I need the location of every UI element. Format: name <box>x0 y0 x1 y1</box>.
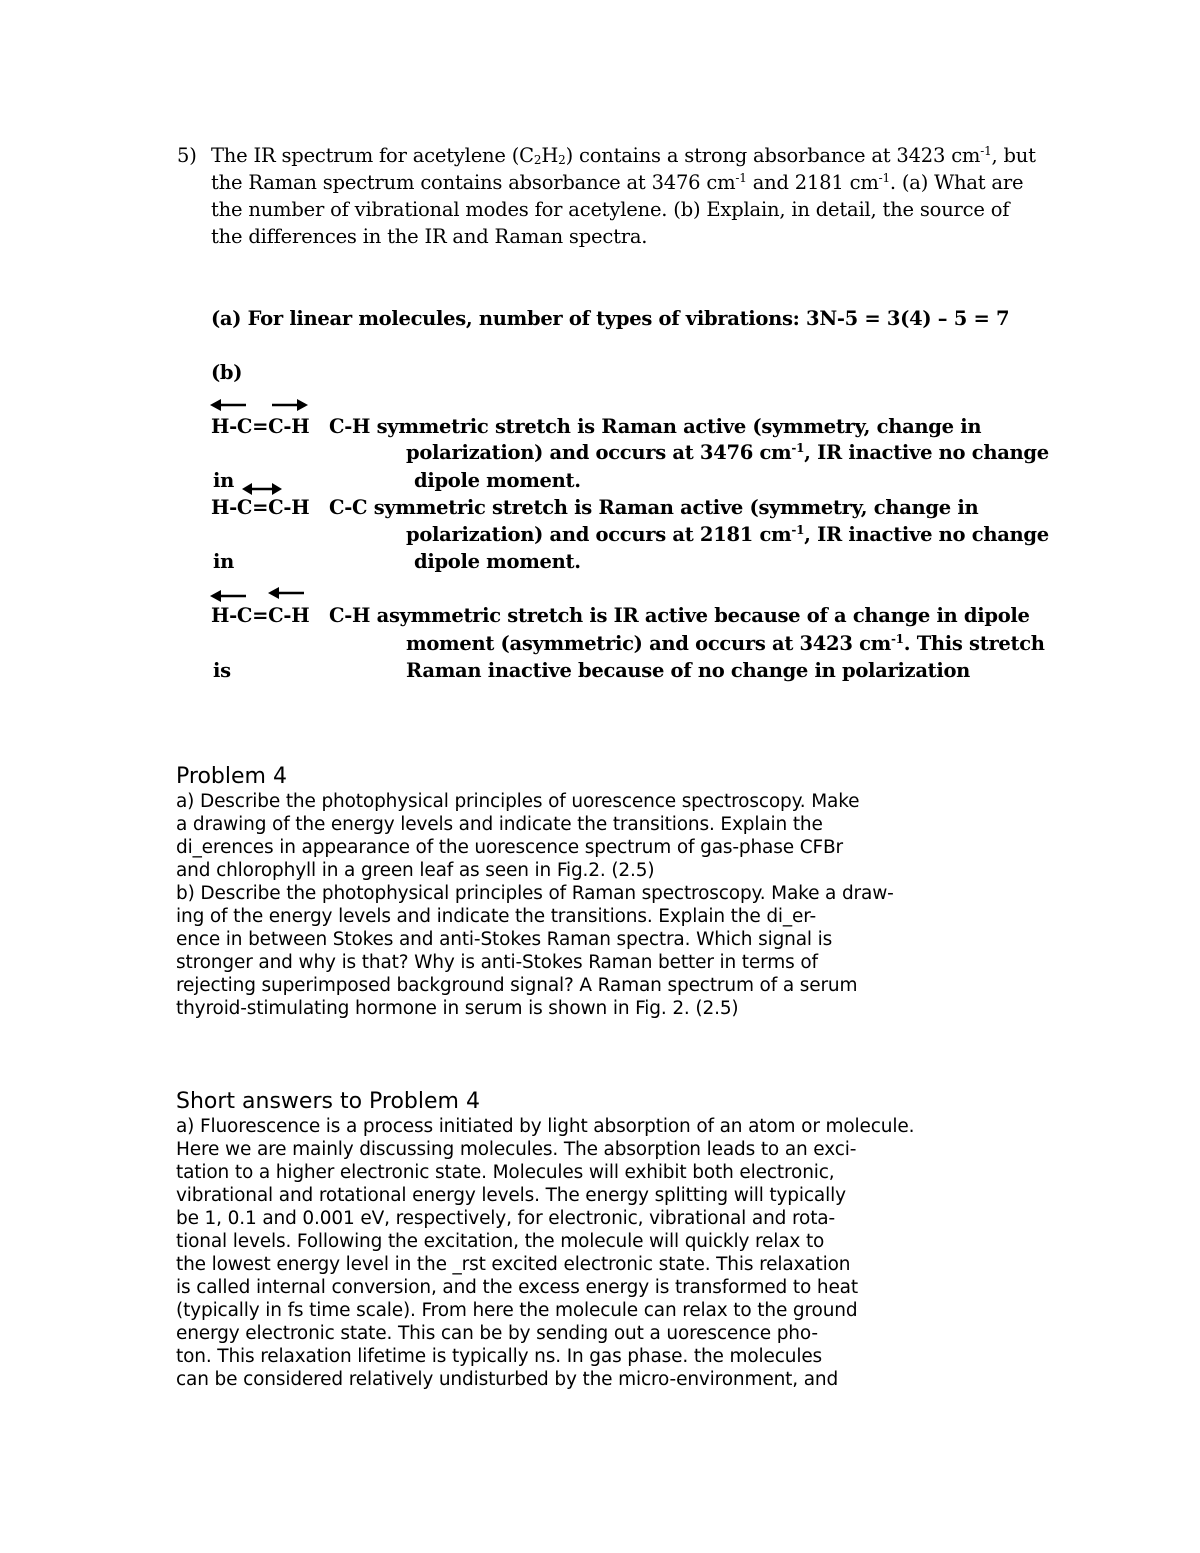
left-arrow-icon <box>210 398 246 412</box>
answer-a: (a) For linear molecules, number of types of vibrations: 3N-5 = 3(4) – 5 = 7 <box>211 307 1010 330</box>
short-answers-heading: Short answers to Problem 4 <box>176 1089 480 1114</box>
problem-4-line: b) Describe the photophysical principles of Raman spectroscopy. Make a draw- <box>176 883 894 904</box>
molecule-label: H-C=C-H <box>211 415 310 438</box>
problem-4-heading: Problem 4 <box>176 764 287 789</box>
short-answer-line: energy electronic state. This can be by sending out a uorescence pho- <box>176 1323 818 1344</box>
problem-4-line: ing of the energy levels and indicate the transitions. Explain the di_er- <box>176 906 817 927</box>
short-answer-line: (typically in fs time scale). From here the molecule can relax to the ground <box>176 1300 858 1321</box>
problem-4-line: a drawing of the energy levels and indicate the transitions. Explain the <box>176 814 823 835</box>
question-line-2: the Raman spectrum contains absorbance at 3476 $cm^{-1}$ and 2181 $cm^{-1}$. (a) What are <box>211 171 1024 194</box>
molecule-label: H-C=C-H <box>211 496 310 519</box>
short-answer-line: tation to a higher electronic state. Molecules will exhibit both electronic, <box>176 1162 835 1183</box>
mode-1-line-1: C-H symmetric stretch is Raman active (symmetry, change in <box>329 415 982 438</box>
mode-1-line-2: polarization) and occurs at 3476 $cm^{-1}$, IR inactive no change <box>406 441 1049 464</box>
mode-2-line-2: polarization) and occurs at 2181 $cm^{-1}$, IR inactive no change <box>406 523 1049 546</box>
question-number: 5) <box>177 144 197 167</box>
mode-2-line-1: C-C symmetric stretch is Raman active (symmetry, change in <box>329 496 979 519</box>
molecule-label: H-C=C-H <box>211 604 310 627</box>
question-line-1: The IR spectrum for acetylene $(C_2H_2)$ contains a strong absorbance at 3423 $cm^{-1}$, but <box>211 144 1036 167</box>
short-answer-line: tional levels. Following the excitation, the molecule will quickly relax to <box>176 1231 825 1252</box>
short-answer-line: the lowest energy level in the _rst excited electronic state. This relaxation <box>176 1254 851 1275</box>
left-arrow-icon <box>268 586 304 600</box>
problem-4-line: and chlorophyll in a green leaf as seen in Fig.2. (2.5) <box>176 860 655 881</box>
short-answer-line: Here we are mainly discussing molecules. The absorption leads to an exci- <box>176 1139 857 1160</box>
problem-4-line: a) Describe the photophysical principles of uorescence spectroscopy. Make <box>176 791 860 812</box>
short-answer-line: ton. This relaxation lifetime is typically ns. In gas phase. the molecules <box>176 1346 823 1367</box>
problem-4-line: ence in between Stokes and anti-Stokes Raman spectra. Which signal is <box>176 929 833 950</box>
problem-4-line: thyroid-stimulating hormone in serum is shown in Fig. 2. (2.5) <box>176 998 739 1019</box>
mode-3-line-2: moment (asymmetric) and occurs at 3423 $cm^{-1}$. This stretch <box>406 632 1045 655</box>
short-answer-line: be 1, 0.1 and 0.001 eV, respectively, for electronic, vibrational and rota- <box>176 1208 836 1229</box>
problem-4-line: di_erences in appearance of the uorescence spectrum of gas-phase CFBr <box>176 837 843 858</box>
short-answer-line: can be considered relatively undisturbed by the micro-environment, and <box>176 1369 839 1390</box>
double-arrow-icon <box>242 482 282 496</box>
left-arrow-icon <box>210 589 246 603</box>
question-line-3: the number of vibrational modes for acetylene. (b) Explain, in detail, the source of <box>211 198 1010 221</box>
mode-2-line-3: dipole moment. <box>414 550 581 573</box>
short-answer-line: is called internal conversion, and the excess energy is transformed to heat <box>176 1277 858 1298</box>
right-arrow-icon <box>272 398 308 412</box>
mode-2-line-3-left: in <box>213 550 234 573</box>
mode-3-line-1: C-H asymmetric stretch is IR active because of a change in dipole <box>329 604 1030 627</box>
short-answer-line: vibrational and rotational energy levels. The energy splitting will typically <box>176 1185 846 1206</box>
mode-3-line-3-left: is <box>213 659 231 682</box>
mode-3-line-3: Raman inactive because of no change in polarization <box>406 659 971 682</box>
mode-1-line-3: dipole moment. <box>414 469 581 492</box>
problem-4-line: stronger and why is that? Why is anti-Stokes Raman better in terms of <box>176 952 818 973</box>
answer-b-label: (b) <box>211 361 243 384</box>
short-answer-line: a) Fluorescence is a process initiated by light absorption of an atom or molecule. <box>176 1116 915 1137</box>
mode-1-line-3-left: in <box>213 469 234 492</box>
question-line-4: the differences in the IR and Raman spectra. <box>211 225 648 248</box>
problem-4-line: rejecting superimposed background signal? A Raman spectrum of a serum <box>176 975 858 996</box>
